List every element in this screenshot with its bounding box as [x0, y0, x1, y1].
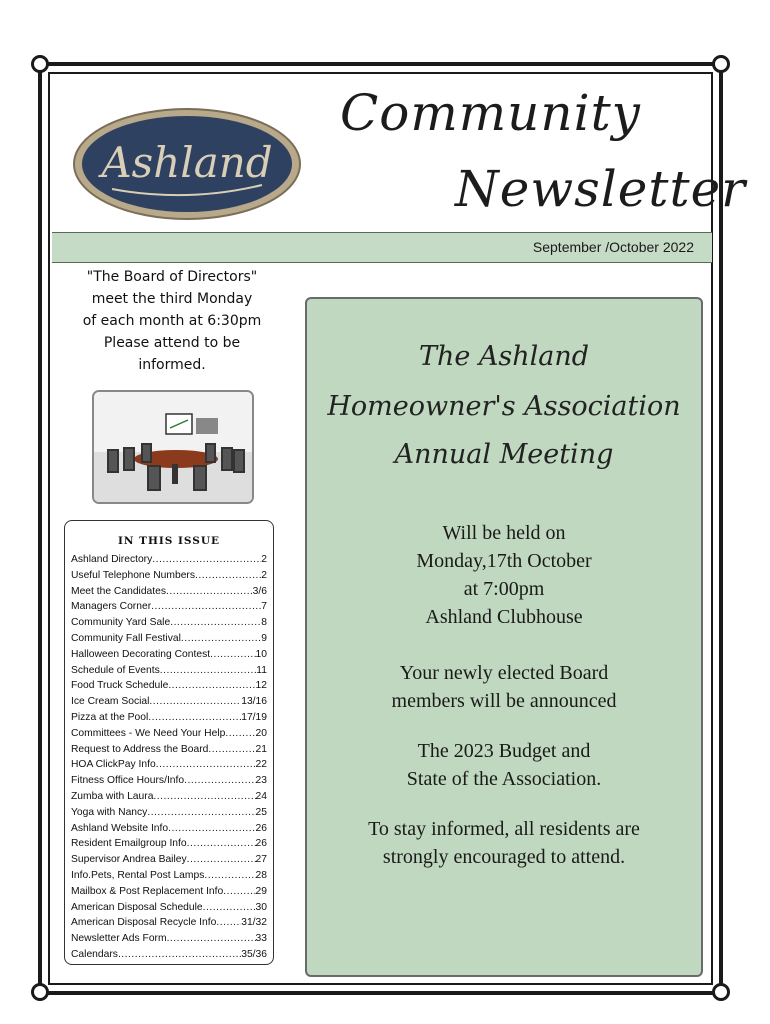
toc-item-title: Food Truck Schedule: [71, 680, 169, 692]
toc-item-title: Ice Cream Social: [71, 696, 150, 708]
toc-leader-dots: [160, 663, 257, 679]
toc-leader-dots: [187, 852, 256, 868]
toc-leader-dots: [187, 836, 256, 852]
toc-item: [71, 931, 267, 947]
frame-corner-ornament: [31, 55, 49, 73]
board-note-line: informed.: [138, 357, 206, 373]
toc-item-page: 26: [255, 838, 267, 850]
toc-item-page: 27: [255, 854, 267, 866]
toc-item-page: 22: [255, 759, 267, 771]
toc-item: [71, 726, 267, 742]
toc-leader-dots: [208, 742, 255, 758]
toc-item: [71, 647, 267, 663]
toc-leader-dots: [156, 757, 256, 773]
toc-item-page: 2: [261, 569, 267, 581]
toc-item: [71, 568, 267, 584]
meeting-detail-line: The 2023 Budget and: [417, 740, 591, 762]
toc-item: [71, 836, 267, 852]
toc-item: [71, 678, 267, 694]
toc-item-page: 29: [255, 885, 267, 897]
toc-leader-dots: [148, 710, 241, 726]
toc-item-title: HOA ClickPay Info: [71, 759, 156, 771]
toc-item: [71, 884, 267, 900]
toc-list: [71, 552, 267, 963]
toc-item-title: Schedule of Events: [71, 664, 160, 676]
toc-leader-dots: [118, 947, 241, 963]
toc-item: [71, 805, 267, 821]
meeting-detail-line: Monday,17th October: [416, 550, 592, 572]
toc-item-page: 9: [261, 632, 267, 644]
toc-item-title: Request to Address the Board: [71, 743, 209, 755]
toc-item-page: 13/16: [241, 696, 267, 708]
toc-leader-dots: [203, 900, 256, 916]
toc-item-page: 35/36: [241, 948, 267, 960]
toc-leader-dots: [223, 884, 255, 900]
toc-item-page: 26: [255, 822, 267, 834]
frame-corner-ornament: [712, 55, 730, 73]
toc-item: [71, 742, 267, 758]
toc-leader-dots: [168, 821, 255, 837]
logo-text: Ashland: [101, 138, 273, 187]
toc-leader-dots: [153, 789, 255, 805]
meeting-detail-line: To stay informed, all residents are: [368, 818, 640, 840]
meeting-room-illustration-icon: [94, 392, 252, 502]
toc-item: [71, 694, 267, 710]
toc-item-title: Zumba with Laura: [71, 790, 154, 802]
toc-item: [71, 852, 267, 868]
meeting-room-image: [92, 390, 254, 504]
toc-item: [71, 773, 267, 789]
toc-item-title: Halloween Decorating Contest: [71, 648, 211, 660]
toc-item-page: 17/19: [241, 711, 267, 723]
toc-item: [71, 552, 267, 568]
meeting-heading-line: Annual Meeting: [394, 439, 614, 470]
board-note-line: Please attend to be: [103, 335, 241, 351]
toc-item-title: Useful Telephone Numbers: [71, 569, 196, 581]
toc-leader-dots: [149, 694, 241, 710]
toc-leader-dots: [168, 678, 255, 694]
board-meeting-note: [72, 266, 272, 376]
ashland-logo: [72, 107, 302, 221]
toc-item-title: American Disposal Recycle Info: [71, 917, 217, 929]
toc-item-title: Yoga with Nancy: [71, 806, 148, 818]
toc-leader-dots: [152, 552, 261, 568]
meeting-detail-line: members will be announced: [391, 690, 617, 712]
toc-item-page: 31/32: [241, 917, 267, 929]
toc-item-page: 30: [255, 901, 267, 913]
toc-item-title: Community Yard Sale: [71, 617, 171, 629]
toc-item: [71, 599, 267, 615]
toc-item-page: 12: [255, 680, 267, 692]
toc-item-page: 33: [255, 933, 267, 945]
toc-leader-dots: [216, 915, 241, 931]
toc-item-page: 8: [261, 617, 267, 629]
toc-item: [71, 868, 267, 884]
toc-item-title: Ashland Website Info: [71, 822, 169, 834]
meeting-details: [307, 519, 701, 631]
meeting-detail-line: Ashland Clubhouse: [425, 606, 583, 628]
frame-corner-ornament: [31, 983, 49, 1001]
toc-item-title: Supervisor Andrea Bailey: [71, 854, 187, 866]
meeting-detail-line: at 7:00pm: [463, 578, 545, 600]
toc-item-page: 28: [255, 869, 267, 881]
toc-leader-dots: [170, 615, 261, 631]
toc-item-title: Calendars: [71, 948, 118, 960]
toc-item: [71, 631, 267, 647]
toc-leader-dots: [184, 773, 255, 789]
budget-note: [307, 737, 701, 793]
table-of-contents: [64, 520, 274, 965]
meeting-detail-line: State of the Association.: [406, 768, 602, 790]
toc-item: [71, 663, 267, 679]
toc-item: [71, 900, 267, 916]
toc-leader-dots: [225, 726, 255, 742]
toc-item-page: 2: [261, 554, 267, 565]
toc-item-title: Managers Corner: [71, 601, 152, 613]
toc-item-title: Pizza at the Pool: [71, 711, 149, 723]
toc-item-page: 21: [255, 743, 267, 755]
annual-meeting-panel: [305, 297, 703, 977]
board-note-line: "The Board of Directors": [86, 269, 258, 285]
toc-item-title: Newsletter Ads Form: [71, 933, 167, 945]
meeting-detail-line: strongly encouraged to attend.: [382, 846, 626, 868]
board-note-line: of each month at 6:30pm: [82, 313, 262, 329]
toc-item-page: 10: [255, 648, 267, 660]
toc-leader-dots: [167, 931, 256, 947]
toc-item-page: 7: [261, 601, 267, 613]
meeting-heading-line: Homeowner's Association: [327, 391, 681, 422]
newsletter-title-newsletter: Newsletter: [455, 160, 747, 218]
toc-item-page: 3/6: [252, 585, 267, 597]
toc-item: [71, 710, 267, 726]
toc-item-page: 11: [256, 664, 267, 676]
attendance-note: [307, 815, 701, 871]
board-announcement: [307, 659, 701, 715]
toc-leader-dots: [210, 647, 255, 663]
toc-leader-dots: [147, 805, 255, 821]
newsletter-title-community: Community: [340, 84, 641, 142]
toc-item-title: Mailbox & Post Replacement Info: [71, 885, 224, 897]
frame-corner-ornament: [712, 983, 730, 1001]
toc-item-title: Ashland Directory: [71, 554, 153, 565]
toc-leader-dots: [204, 868, 255, 884]
toc-item-title: Community Fall Festival: [71, 632, 181, 644]
toc-item: [71, 947, 267, 963]
issue-date: September /October 2022: [532, 239, 694, 255]
date-bar: [52, 232, 712, 263]
toc-leader-dots: [151, 599, 261, 615]
toc-item-title: Fitness Office Hours/Info: [71, 775, 185, 787]
toc-item-title: American Disposal Schedule: [71, 901, 203, 913]
meeting-heading-line: The Ashland: [418, 341, 590, 372]
toc-item-title: Meet the Candidates: [71, 585, 167, 597]
meeting-detail-line: Your newly elected Board: [399, 662, 609, 684]
toc-item-page: 24: [255, 790, 267, 802]
toc-item-title: Resident Emailgroup Info: [71, 838, 187, 850]
toc-item-title: Info.Pets, Rental Post Lamps: [71, 869, 205, 881]
board-note-line: meet the third Monday: [91, 291, 253, 307]
toc-leader-dots: [195, 568, 261, 584]
toc-item: [71, 584, 267, 600]
toc-item: [71, 915, 267, 931]
toc-title: IN THIS ISSUE: [117, 535, 221, 547]
toc-leader-dots: [166, 584, 253, 600]
toc-item-page: 20: [255, 727, 267, 739]
toc-item-title: Committees - We Need Your Help: [71, 727, 226, 739]
toc-item-page: 23: [255, 775, 267, 787]
toc-item-page: 25: [255, 806, 267, 818]
meeting-detail-line: Will be held on: [442, 522, 566, 544]
toc-leader-dots: [181, 631, 261, 647]
toc-item: [71, 615, 267, 631]
toc-item: [71, 821, 267, 837]
toc-item: [71, 789, 267, 805]
toc-item: [71, 757, 267, 773]
